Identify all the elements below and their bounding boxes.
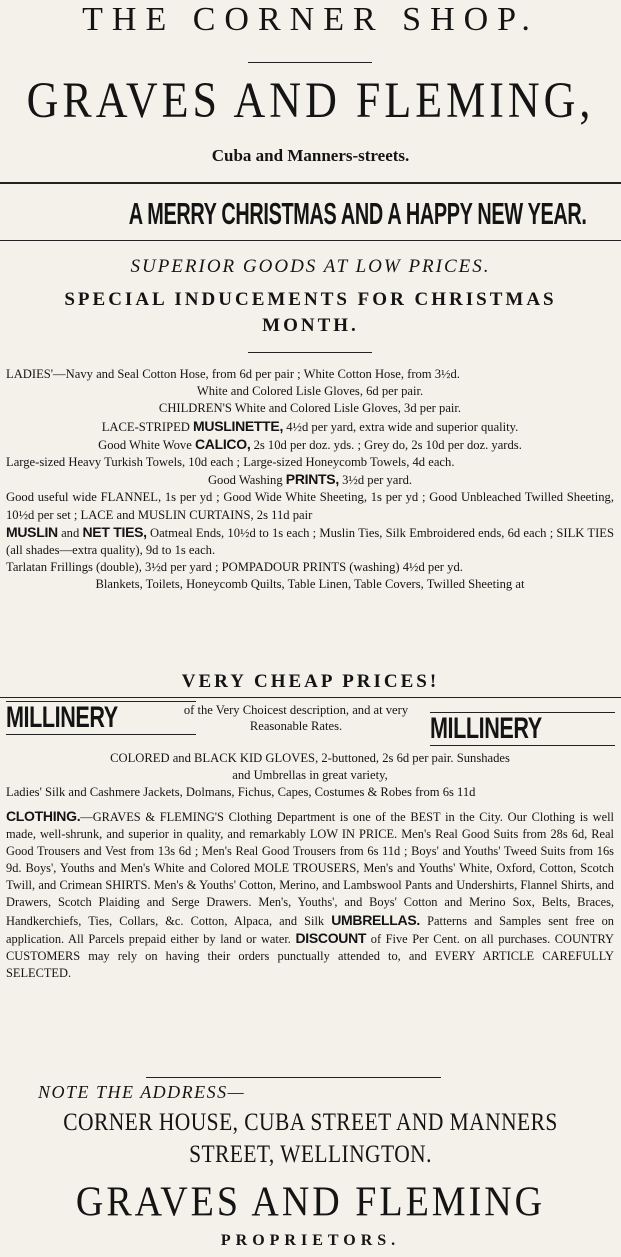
firm-name-heading: GRAVES AND FLEMING, [26, 72, 595, 129]
millinery-right-text: MILLINERY [430, 712, 542, 745]
clothing-text-1: —GRAVES & FLEMING'S Clothing Department is one of the BEST in the City. Our Clothing is well made, well-shrunk, and superior in quality, and remarkably LOW IN PRICE. Men's Real Good Suits from 28s 6d, Real Good Trousers and Vest from 13s 6d ; Men's Real Good Trousers from 6s 11d ; Boys' and Youths' Tweed Suits from 16s 9d. Boys', Youths and Men's White and Colored MOLE TROUSERS, Men's and Youths' White, Oxford, Cotton, Scotch Twill, and Crimean SHIRTS. Men's & Youths' Cotton, Merino, and Lambswool Pants and Undershirts, Flannel Shirts, and Drawers, Scotch Plaiding and Serge Drawers. Men's, Youths', and Boys' Cotton and Merino Sox, Belts, Braces, Handkerchiefs, Ties, Collars, &c. Cotton, Alpaca, and Silk [6, 810, 614, 928]
divider-rule [0, 697, 621, 698]
divider-rule [248, 352, 372, 353]
item-frillings: Tarlatan Frillings (double), 3½d per yard ; POMPADOUR PRINTS (washing) 4½d per yd. [6, 560, 463, 575]
clothing-text-3: of Five Per Cent. on all purchases. COUNTRY CUSTOMERS may rely on having their orders punctually attended to, and EVERY ARTICLE CAREFULLY SELECTED. [6, 931, 614, 980]
calico-text: 2s 10d per doz. yds. ; Grey do, 2s 10d per doz. yards. [253, 437, 522, 452]
item-childrens-gloves: CHILDREN'S White and Colored Lisle Gloves, 3d per pair. [158, 401, 462, 416]
clothing-text-2: Patterns and Samples sent free on application. All Parcels prepaid either by land or water. [6, 913, 614, 946]
proprietors-label: PROPRIETORS. [220, 1232, 401, 1249]
tagline: SUPERIOR GOODS AT LOW PRICES. [130, 256, 491, 277]
cheap-prices-banner: VERY CHEAP PRICES! [181, 671, 440, 692]
item-lisle-gloves: White and Colored Lisle Gloves, 6d per pair. [196, 384, 424, 399]
divider-rule [0, 240, 621, 241]
gloves-section [6, 750, 614, 802]
muslin-and: and [61, 525, 80, 540]
greeting-banner [0, 192, 621, 242]
item-muslinette [6, 418, 614, 436]
clothing-paragraph [6, 808, 614, 982]
clothing-label: CLOTHING. [6, 808, 81, 824]
item-hose: LADIES'—Navy and Seal Cotton Hose, from 6d per pair ; White Cotton Hose, from 3½d. [6, 367, 460, 381]
address-line2: STREET, WELLINGTON. [189, 1141, 432, 1168]
millinery-left-text: MILLINERY [6, 701, 118, 734]
muslinette-text: 4½d per yard, extra wide and superior quality. [286, 419, 519, 434]
divider-rule [146, 1077, 441, 1078]
special-inducements-line2: MONTH. [262, 315, 359, 336]
item-flannel-sheeting: Good useful wide FLANNEL, 1s per yd ; Good Wide White Sheeting, 1s per yd ; Good Unbleached Twilled Sheeting, 10½d per set ; LACE and MUSLIN CURTAINS, 2s 11d pair [6, 490, 614, 522]
prints-prefix: Good Washing [207, 473, 283, 488]
discount-label: DISCOUNT [295, 929, 367, 946]
net-ties-label: NET TIES, [82, 523, 147, 540]
prints-text: 3½d per yard. [342, 473, 413, 488]
item-towels: Large-sized Heavy Turkish Towels, 10d each ; Large-sized Honeycomb Towels, 4d each. [6, 455, 455, 470]
millinery-desc-line1: of the Very Choicest description, and at very [183, 703, 409, 717]
firm-name-footer: GRAVES AND FLEMING [75, 1178, 546, 1226]
jackets-line: Ladies' Silk and Cashmere Jackets, Dolmans, Fichus, Capes, Costumes & Robes from 6s 11d [6, 785, 476, 800]
calico-prefix: Good White Wove [98, 437, 192, 452]
item-muslin-net-ties [6, 524, 614, 559]
umbrellas-label: UMBRELLAS. [331, 911, 420, 928]
items-list [6, 366, 614, 594]
calico-label: CALICO, [194, 435, 251, 452]
millinery-desc-line2: Reasonable Rates. [249, 719, 343, 733]
kid-gloves-line: COLORED and BLACK KID GLOVES, 2-buttoned, 2s 6d per pair. Sunshades [110, 751, 510, 765]
umbrellas-line: and Umbrellas in great variety, [232, 768, 388, 783]
note-address: NOTE THE ADDRESS— [38, 1082, 246, 1102]
special-inducements-line1: SPECIAL INDUCEMENTS FOR CHRISTMAS [64, 289, 557, 310]
item-calico [6, 436, 614, 454]
millinery-label-right [430, 712, 615, 746]
location-line: Cuba and Manners-streets. [211, 146, 410, 165]
divider-rule [0, 182, 621, 184]
clothing-section [6, 808, 614, 982]
item-blankets: Blankets, Toilets, Honeycomb Quilts, Table Linen, Table Covers, Twilled Sheeting at [95, 577, 525, 592]
ties-text: Oatmeal Ends, 10½d to 1s each ; Muslin Ties, Silk Embroidered ends, 6d each ; SILK TIES (all shades—extra quality), 9d to 1s each. [6, 525, 614, 558]
muslinette-label: MUSLINETTE, [193, 417, 284, 434]
address-line1: CORNER HOUSE, CUBA STREET AND MANNERS [63, 1109, 558, 1136]
muslin-label: MUSLIN [6, 523, 58, 540]
item-prints [6, 471, 614, 489]
prints-label: PRINTS, [285, 471, 339, 488]
greeting-text: A MERRY CHRISTMAS AND A HAPPY NEW YEAR. [128, 196, 587, 231]
shop-title: THE CORNER SHOP. [82, 1, 539, 38]
millinery-description [146, 702, 446, 734]
muslinette-prefix: LACE-STRIPED [101, 419, 190, 434]
divider-rule [248, 62, 372, 63]
